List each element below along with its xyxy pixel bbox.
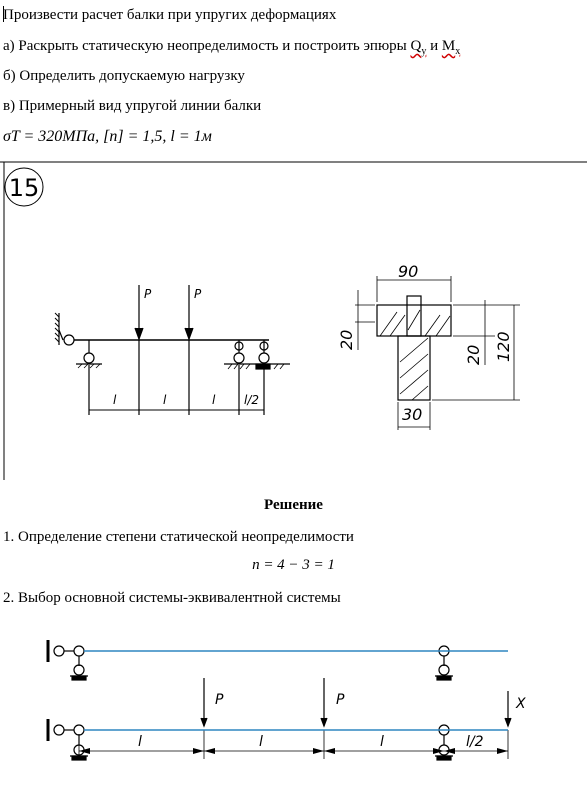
- eq-span-label-3: l: [380, 734, 384, 750]
- task-title: Произвести расчет балки при упругих деформациях: [3, 7, 337, 23]
- step-2: 2. Выбор основной системы-эквивалентной системы: [3, 590, 341, 606]
- span-label-2: l: [163, 393, 167, 407]
- eq-span-label-2: l: [259, 734, 263, 750]
- m-symbol: $M_x$: [441, 38, 461, 57]
- eq-span-label-1: l: [138, 734, 142, 750]
- equivalent-system-figure: [0, 614, 587, 799]
- eq-half-span-label: l/2: [466, 734, 484, 750]
- task-a-and: и: [426, 38, 442, 54]
- eq-load-label-2: P: [336, 692, 345, 708]
- step-1: 1. Определение степени статической неопределимости: [3, 529, 354, 545]
- indeterminacy-formula: n = 4 − 3 = 1: [252, 557, 335, 573]
- eq-load-label-1: P: [215, 692, 224, 708]
- half-span-label: l/2: [244, 393, 260, 407]
- dim-web: 30: [402, 405, 423, 424]
- task-a-text: а) Раскрыть статическую неопределимость и построить эпюры: [3, 38, 411, 54]
- load-label-2: P: [194, 287, 202, 301]
- span-label-1: l: [113, 393, 117, 407]
- task-a: [3, 37, 460, 61]
- span-label-3: l: [212, 393, 216, 407]
- dim-flange-right: 20: [464, 344, 483, 365]
- dim-flange-left: 20: [337, 329, 356, 350]
- dim-width-top: 90: [398, 262, 419, 281]
- problem-number: 15: [8, 174, 40, 202]
- q-symbol: $Q_y$: [410, 38, 427, 57]
- parameters-formula: σT = 320МПа, [n] = 1,5, l = 1м: [3, 128, 212, 145]
- problem-figure: [0, 150, 587, 485]
- dim-height: 120: [494, 331, 513, 362]
- solution-heading: Решение: [264, 497, 323, 513]
- load-label-1: P: [144, 287, 152, 301]
- task-c: в) Примерный вид упругой линии балки: [3, 98, 262, 114]
- task-b: б) Определить допускаемую нагрузку: [3, 68, 245, 84]
- redundant-label: X: [516, 696, 526, 712]
